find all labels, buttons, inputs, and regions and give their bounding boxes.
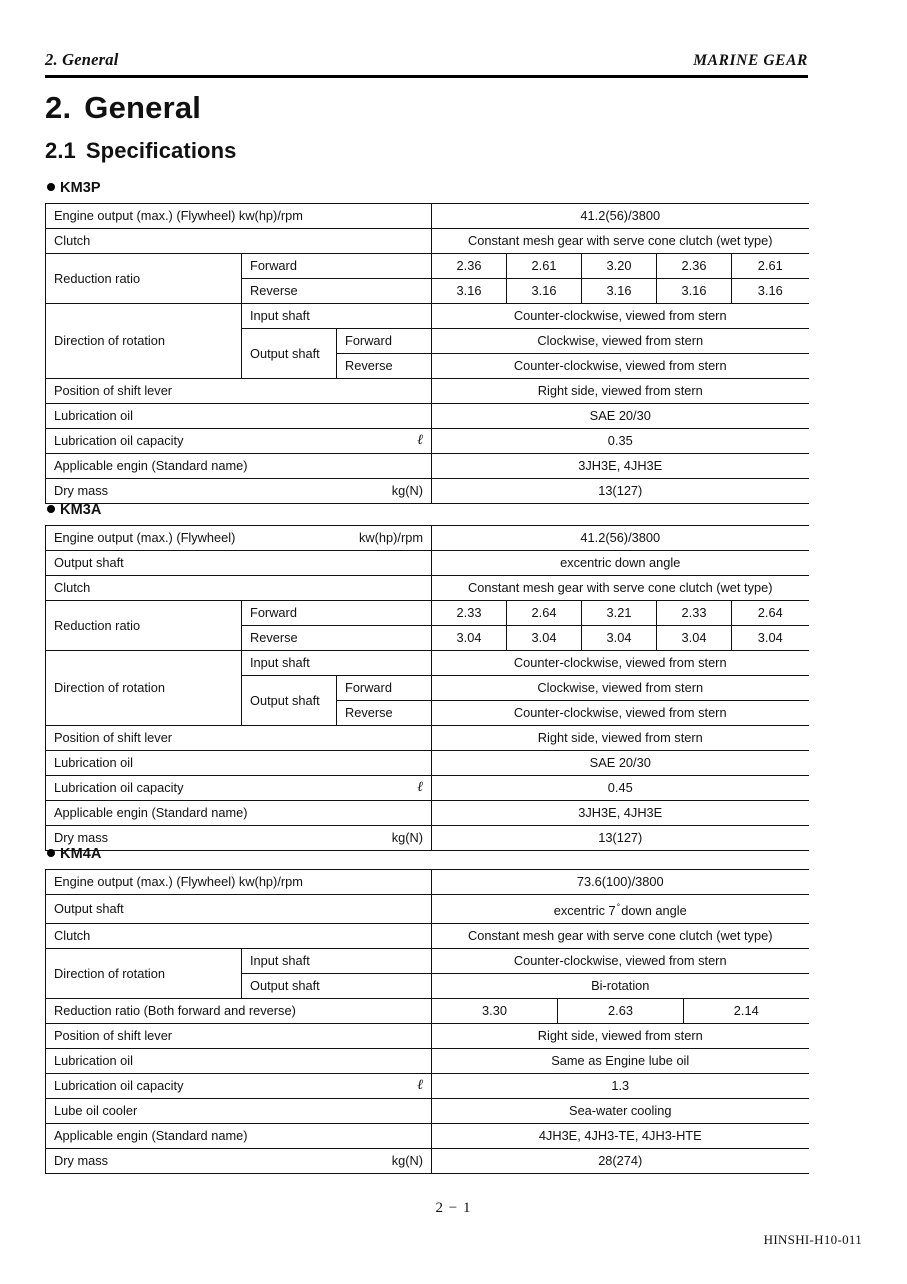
table-row bbox=[46, 379, 809, 404]
document-code: HINSHI-H10-011 bbox=[763, 1232, 862, 1247]
table-row bbox=[46, 576, 809, 601]
table-row bbox=[46, 1049, 809, 1074]
row-label-shift-lever: Position of shift lever bbox=[46, 379, 432, 404]
table-row bbox=[46, 1074, 809, 1099]
unit-mass: kg(N) bbox=[337, 479, 432, 504]
row-value-shift-lever: Right side, viewed from stern bbox=[432, 1024, 809, 1049]
degree-icon: ° bbox=[616, 902, 621, 912]
output-shaft-value-post: down angle bbox=[621, 903, 687, 918]
row-label-output-shaft: Output shaft bbox=[46, 895, 432, 924]
row-label-dry-mass: Dry mass bbox=[46, 1149, 337, 1174]
ratio-reverse-4: 3.04 bbox=[657, 626, 732, 651]
row-label-reduction-ratio: Reduction ratio bbox=[46, 254, 242, 304]
row-label-clutch: Clutch bbox=[46, 576, 432, 601]
table-row bbox=[46, 551, 809, 576]
table-row bbox=[46, 870, 809, 895]
bullet-icon bbox=[47, 183, 55, 191]
row-value-lub-capacity: 1.3 bbox=[432, 1074, 809, 1099]
subrow-label-output-shaft: Output shaft bbox=[242, 329, 337, 379]
row-label-clutch: Clutch bbox=[46, 229, 432, 254]
ratio-reverse-3: 3.04 bbox=[582, 626, 657, 651]
running-head-left: 2. General bbox=[45, 50, 119, 69]
subrow-label-forward: Forward bbox=[242, 601, 432, 626]
ratio-forward-1: 2.36 bbox=[432, 254, 507, 279]
table-row bbox=[46, 454, 809, 479]
subrow-value-input-shaft: Counter-clockwise, viewed from stern bbox=[432, 304, 809, 329]
bullet-icon bbox=[47, 849, 55, 857]
row-value-applicable-engine: 4JH3E, 4JH3-TE, 4JH3-HTE bbox=[432, 1124, 809, 1149]
row-label-lub-capacity: Lubrication oil capacity bbox=[46, 776, 337, 801]
row-label-reduction-ratio: Reduction ratio bbox=[46, 601, 242, 651]
row-value-lub-capacity: 0.35 bbox=[432, 429, 809, 454]
row-value-lubrication-oil: SAE 20/30 bbox=[432, 751, 809, 776]
row-label-direction-of-rotation: Direction of rotation bbox=[46, 949, 242, 999]
row-label-applicable-engine: Applicable engin (Standard name) bbox=[46, 454, 432, 479]
subrow-label-output-reverse: Reverse bbox=[337, 701, 432, 726]
model-heading-km3p bbox=[47, 180, 101, 196]
spec-table-km4a bbox=[45, 869, 809, 1174]
subrow-label-output-shaft: Output shaft bbox=[242, 974, 432, 999]
row-value-dry-mass: 28(274) bbox=[432, 1149, 809, 1174]
table-row bbox=[46, 479, 809, 504]
row-value-shift-lever: Right side, viewed from stern bbox=[432, 726, 809, 751]
row-label-dry-mass: Dry mass bbox=[46, 479, 337, 504]
subrow-value-output-forward: Clockwise, viewed from stern bbox=[432, 329, 809, 354]
unit-liter: ℓ bbox=[337, 1074, 432, 1099]
model-heading-km4a bbox=[47, 846, 102, 862]
ratio-value-1: 3.30 bbox=[432, 999, 558, 1024]
row-label-engine-output: Engine output (max.) (Flywheel) kw(hp)/rpm bbox=[46, 870, 432, 895]
subrow-value-output-shaft: Bi-rotation bbox=[432, 974, 809, 999]
table-row bbox=[46, 826, 809, 851]
row-value-clutch: Constant mesh gear with serve cone clutch (wet type) bbox=[432, 576, 809, 601]
model-heading-km3a bbox=[47, 502, 102, 518]
row-value-dry-mass: 13(127) bbox=[432, 479, 809, 504]
table-row bbox=[46, 651, 809, 676]
row-value-applicable-engine: 3JH3E, 4JH3E bbox=[432, 454, 809, 479]
ratio-reverse-3: 3.16 bbox=[582, 279, 657, 304]
row-label-applicable-engine: Applicable engin (Standard name) bbox=[46, 1124, 432, 1149]
row-label-direction-of-rotation: Direction of rotation bbox=[46, 651, 242, 726]
row-label-lubrication-oil: Lubrication oil bbox=[46, 1049, 432, 1074]
row-label-reduction-ratio: Reduction ratio (Both forward and reverse) bbox=[46, 999, 432, 1024]
table-row bbox=[46, 229, 809, 254]
row-value-engine-output: 41.2(56)/3800 bbox=[432, 204, 809, 229]
row-value-shift-lever: Right side, viewed from stern bbox=[432, 379, 809, 404]
chapter-number: 2. bbox=[45, 90, 72, 125]
table-row bbox=[46, 949, 809, 974]
row-value-output-shaft bbox=[432, 895, 809, 924]
row-label-direction-of-rotation: Direction of rotation bbox=[46, 304, 242, 379]
subrow-label-output-reverse: Reverse bbox=[337, 354, 432, 379]
subrow-value-input-shaft: Counter-clockwise, viewed from stern bbox=[432, 949, 809, 974]
row-label-lub-capacity: Lubrication oil capacity bbox=[46, 429, 337, 454]
table-row bbox=[46, 1149, 809, 1174]
row-label-engine-output: Engine output (max.) (Flywheel) kw(hp)/rpm bbox=[46, 204, 432, 229]
table-row bbox=[46, 776, 809, 801]
ratio-forward-5: 2.64 bbox=[732, 601, 809, 626]
table-row bbox=[46, 204, 809, 229]
table-row bbox=[46, 1024, 809, 1049]
ratio-reverse-1: 3.04 bbox=[432, 626, 507, 651]
ratio-reverse-5: 3.16 bbox=[732, 279, 809, 304]
row-label-lubrication-oil: Lubrication oil bbox=[46, 751, 432, 776]
unit-power: kw(hp)/rpm bbox=[337, 526, 432, 551]
table-row bbox=[46, 1099, 809, 1124]
table-row bbox=[46, 601, 809, 626]
table-row bbox=[46, 526, 809, 551]
table-row bbox=[46, 801, 809, 826]
bullet-icon bbox=[47, 505, 55, 513]
table-row bbox=[46, 751, 809, 776]
row-label-dry-mass: Dry mass bbox=[46, 826, 337, 851]
row-value-lub-capacity: 0.45 bbox=[432, 776, 809, 801]
unit-liter: ℓ bbox=[337, 776, 432, 801]
model-name-km4a: KM4A bbox=[60, 846, 102, 862]
unit-mass: kg(N) bbox=[337, 826, 432, 851]
table-row bbox=[46, 304, 809, 329]
ratio-reverse-1: 3.16 bbox=[432, 279, 507, 304]
table-row bbox=[46, 1124, 809, 1149]
subrow-value-output-forward: Clockwise, viewed from stern bbox=[432, 676, 809, 701]
row-value-output-shaft: excentric down angle bbox=[432, 551, 809, 576]
spec-table-km3p bbox=[45, 203, 809, 504]
subrow-label-output-forward: Forward bbox=[337, 329, 432, 354]
page-title bbox=[45, 90, 201, 126]
row-label-clutch: Clutch bbox=[46, 924, 432, 949]
subrow-label-forward: Forward bbox=[242, 254, 432, 279]
row-value-applicable-engine: 3JH3E, 4JH3E bbox=[432, 801, 809, 826]
row-value-dry-mass: 13(127) bbox=[432, 826, 809, 851]
spec-table-km3a bbox=[45, 525, 809, 851]
ratio-forward-3: 3.20 bbox=[582, 254, 657, 279]
table-row bbox=[46, 429, 809, 454]
ratio-reverse-5: 3.04 bbox=[732, 626, 809, 651]
ratio-forward-1: 2.33 bbox=[432, 601, 507, 626]
subrow-label-input-shaft: Input shaft bbox=[242, 949, 432, 974]
output-shaft-value-pre: excentric 7 bbox=[553, 903, 616, 918]
unit-mass: kg(N) bbox=[337, 1149, 432, 1174]
header-rule bbox=[45, 75, 808, 78]
ratio-forward-2: 2.64 bbox=[507, 601, 582, 626]
ratio-reverse-2: 3.16 bbox=[507, 279, 582, 304]
ratio-reverse-2: 3.04 bbox=[507, 626, 582, 651]
row-value-clutch: Constant mesh gear with serve cone clutch (wet type) bbox=[432, 924, 809, 949]
section-title bbox=[45, 138, 236, 164]
subrow-label-reverse: Reverse bbox=[242, 279, 432, 304]
subrow-label-reverse: Reverse bbox=[242, 626, 432, 651]
table-row bbox=[46, 726, 809, 751]
subrow-value-output-reverse: Counter-clockwise, viewed from stern bbox=[432, 354, 809, 379]
table-row bbox=[46, 404, 809, 429]
row-value-engine-output: 41.2(56)/3800 bbox=[432, 526, 809, 551]
row-value-clutch: Constant mesh gear with serve cone clutch (wet type) bbox=[432, 229, 809, 254]
table-row bbox=[46, 895, 809, 924]
ratio-forward-3: 3.21 bbox=[582, 601, 657, 626]
subrow-label-input-shaft: Input shaft bbox=[242, 304, 432, 329]
unit-liter: ℓ bbox=[337, 429, 432, 454]
ratio-value-3: 2.14 bbox=[684, 999, 809, 1024]
running-head-right: MARINE GEAR bbox=[693, 52, 808, 69]
chapter-title: General bbox=[84, 90, 202, 125]
running-head bbox=[45, 50, 808, 70]
row-label-output-shaft: Output shaft bbox=[46, 551, 432, 576]
row-label-lub-capacity: Lubrication oil capacity bbox=[46, 1074, 337, 1099]
row-label-lubrication-oil: Lubrication oil bbox=[46, 404, 432, 429]
section-title-text: Specifications bbox=[85, 138, 237, 163]
row-value-lubrication-oil: Same as Engine lube oil bbox=[432, 1049, 809, 1074]
row-label-applicable-engine: Applicable engin (Standard name) bbox=[46, 801, 432, 826]
subrow-label-input-shaft: Input shaft bbox=[242, 651, 432, 676]
table-row bbox=[46, 924, 809, 949]
ratio-forward-5: 2.61 bbox=[732, 254, 809, 279]
subrow-label-output-forward: Forward bbox=[337, 676, 432, 701]
model-name-km3a: KM3A bbox=[60, 502, 102, 518]
page-number: 2 − 1 bbox=[435, 1200, 472, 1216]
row-label-shift-lever: Position of shift lever bbox=[46, 726, 432, 751]
ratio-value-2: 2.63 bbox=[558, 999, 684, 1024]
row-label-shift-lever: Position of shift lever bbox=[46, 1024, 432, 1049]
ratio-forward-4: 2.33 bbox=[657, 601, 732, 626]
model-name-km3p: KM3P bbox=[60, 180, 101, 196]
ratio-forward-2: 2.61 bbox=[507, 254, 582, 279]
subrow-value-input-shaft: Counter-clockwise, viewed from stern bbox=[432, 651, 809, 676]
subrow-value-output-reverse: Counter-clockwise, viewed from stern bbox=[432, 701, 809, 726]
row-value-lube-oil-cooler: Sea-water cooling bbox=[432, 1099, 809, 1124]
ratio-reverse-4: 3.16 bbox=[657, 279, 732, 304]
row-value-engine-output: 73.6(100)/3800 bbox=[432, 870, 809, 895]
ratio-forward-4: 2.36 bbox=[657, 254, 732, 279]
row-label-engine-output: Engine output (max.) (Flywheel) bbox=[46, 526, 337, 551]
row-value-lubrication-oil: SAE 20/30 bbox=[432, 404, 809, 429]
subrow-label-output-shaft: Output shaft bbox=[242, 676, 337, 726]
row-label-lube-oil-cooler: Lube oil cooler bbox=[46, 1099, 432, 1124]
table-row bbox=[46, 254, 809, 279]
table-row bbox=[46, 999, 809, 1024]
section-number: 2.1 bbox=[45, 138, 76, 163]
